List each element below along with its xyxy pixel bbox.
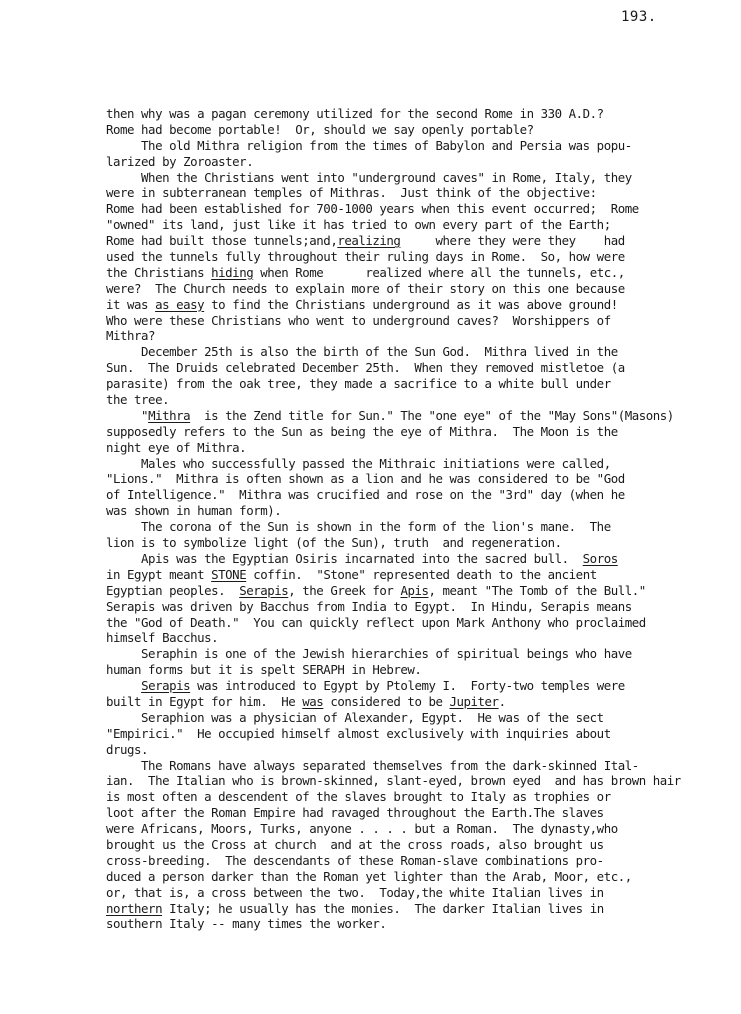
text-line bbox=[106, 471, 736, 487]
text-segment: to find the Christians underground as it was above ground! bbox=[204, 296, 618, 312]
text-segment: were? The Church needs to explain more of their story on this one because bbox=[106, 280, 625, 296]
text-segment: "Lions." Mithra is often shown as a lion and he was considered to be "God bbox=[106, 471, 625, 487]
text-segment: used the tunnels fully throughout their ruling days in Rome. So, how were bbox=[106, 249, 625, 265]
text-line bbox=[106, 869, 736, 885]
underlined-text: Jupiter bbox=[449, 693, 499, 709]
text-segment: then why was a pagan ceremony utilized for the second Rome in 330 A.D.? bbox=[106, 106, 604, 121]
text-line bbox=[106, 885, 736, 901]
text-segment: Rome had been established for 700-1000 years when this event occurred; Rome bbox=[106, 201, 639, 217]
text-segment: lion is to symbolize light (of the Sun), truth and regeneration. bbox=[106, 535, 562, 551]
text-line bbox=[106, 773, 736, 789]
text-segment: Italy; he usually has the monies. The darker Italian lives in bbox=[162, 900, 604, 916]
text-line bbox=[106, 408, 736, 424]
text-line bbox=[106, 122, 736, 138]
text-segment: . bbox=[498, 693, 506, 709]
text-line bbox=[106, 440, 736, 456]
underlined-text: as easy bbox=[155, 296, 205, 312]
text-line bbox=[106, 662, 736, 678]
text-segment: Seraphion was a physician of Alexander, Egypt. He was of the sect bbox=[106, 709, 604, 725]
text-line bbox=[106, 837, 736, 853]
text-segment: human forms but it is spelt SERAPH in Hebrew. bbox=[106, 662, 422, 678]
text-segment: loot after the Roman Empire had ravaged throughout the Earth.The slaves bbox=[106, 805, 604, 821]
text-line bbox=[106, 344, 736, 360]
text-segment: "Empirici." He occupied himself almost exclusively with inquiries about bbox=[106, 725, 611, 741]
text-line bbox=[106, 551, 736, 567]
text-line bbox=[106, 265, 736, 281]
underlined-text: Mithra bbox=[148, 407, 191, 423]
text-segment: night eye of Mithra. bbox=[106, 439, 247, 455]
text-segment: when Rome realized where all the tunnels, etc., bbox=[253, 264, 625, 280]
text-segment: " bbox=[106, 407, 149, 423]
text-segment: is the Zend title for Sun." The "one eye" of the "May Sons"(Masons) bbox=[190, 407, 674, 423]
text-segment: in Egypt meant bbox=[106, 566, 212, 582]
text-line bbox=[106, 106, 736, 122]
text-line bbox=[106, 360, 736, 376]
text-line bbox=[106, 758, 736, 774]
text-segment: , meant "The Tomb of the Bull." bbox=[428, 582, 646, 598]
text-segment: Serapis was driven by Bacchus from India to Egypt. In Hindu, Serapis means bbox=[106, 598, 632, 614]
underlined-text: Serapis bbox=[141, 678, 191, 694]
text-line bbox=[106, 138, 736, 154]
text-line bbox=[106, 567, 736, 583]
underlined-text: Serapis bbox=[239, 582, 289, 598]
text-line bbox=[106, 583, 736, 599]
text-segment: The old Mithra religion from the times of Babylon and Persia was popu- bbox=[106, 137, 632, 153]
text-line bbox=[106, 821, 736, 837]
text-line bbox=[106, 328, 736, 344]
text-segment: Who were these Christians who went to underground caves? Worshippers of bbox=[106, 312, 611, 328]
text-segment: duced a person darker than the Roman yet lighter than the Arab, Moor, etc., bbox=[106, 868, 632, 884]
text-line bbox=[106, 678, 736, 694]
text-segment: Sun. The Druids celebrated December 25th. When they removed mistletoe (a bbox=[106, 360, 625, 376]
text-segment: Seraphin is one of the Jewish hierarchies of spiritual beings who have bbox=[106, 646, 632, 662]
text-segment: the "God of Death." You can quickly reflect upon Mark Anthony who proclaimed bbox=[106, 614, 646, 630]
text-line bbox=[106, 519, 736, 535]
text-line bbox=[106, 901, 736, 917]
text-segment: Rome had built those tunnels;and, bbox=[106, 233, 338, 249]
text-line bbox=[106, 535, 736, 551]
text-segment: larized by Zoroaster. bbox=[106, 153, 254, 169]
text-segment: was shown in human form). bbox=[106, 503, 282, 519]
text-segment bbox=[106, 678, 141, 693]
text-line bbox=[106, 424, 736, 440]
page-number: 193. bbox=[621, 9, 657, 25]
text-segment: Apis was the Egyptian Osiris incarnated into the sacred bull. bbox=[106, 550, 583, 566]
text-segment: drugs. bbox=[106, 741, 149, 757]
text-segment: December 25th is also the birth of the Sun God. Mithra lived in the bbox=[106, 344, 618, 360]
text-line bbox=[106, 805, 736, 821]
underlined-text: Apis bbox=[400, 582, 429, 598]
text-line bbox=[106, 376, 736, 392]
underlined-text: northern bbox=[106, 900, 163, 916]
text-segment: The Romans have always separated themselves from the dark-skinned Ital- bbox=[106, 757, 639, 773]
text-line bbox=[106, 726, 736, 742]
text-line bbox=[106, 154, 736, 170]
text-line bbox=[106, 599, 736, 615]
text-segment: were Africans, Moors, Turks, anyone . . . . but a Roman. The dynasty,who bbox=[106, 821, 618, 837]
text-line bbox=[106, 249, 736, 265]
text-line bbox=[106, 297, 736, 313]
text-line bbox=[106, 313, 736, 329]
text-line bbox=[106, 487, 736, 503]
underlined-text: hiding bbox=[211, 264, 254, 280]
text-segment: supposedly refers to the Sun as being the eye of Mithra. The Moon is the bbox=[106, 423, 618, 439]
text-segment: "owned" its land, just like it has tried to own every part of the Earth; bbox=[106, 217, 611, 233]
text-segment: it was bbox=[106, 296, 156, 312]
text-line bbox=[106, 630, 736, 646]
text-segment: the Christians bbox=[106, 264, 212, 280]
text-segment: When the Christians went into "underground caves" in Rome, Italy, they bbox=[106, 169, 632, 185]
text-segment: the tree. bbox=[106, 392, 170, 408]
text-line bbox=[106, 456, 736, 472]
text-segment: considered to be bbox=[323, 693, 450, 709]
underlined-text: STONE bbox=[211, 566, 247, 582]
text-line bbox=[106, 185, 736, 201]
text-segment: Rome had become portable! Or, should we say openly portable? bbox=[106, 121, 534, 137]
text-line bbox=[106, 853, 736, 869]
text-line bbox=[106, 233, 736, 249]
text-segment: The corona of the Sun is shown in the form of the lion's mane. The bbox=[106, 519, 611, 535]
text-line bbox=[106, 646, 736, 662]
text-segment: Mithra? bbox=[106, 328, 156, 344]
text-segment: , the Greek for bbox=[288, 582, 401, 598]
text-line bbox=[106, 503, 736, 519]
text-segment: were in subterranean temples of Mithras. Just think of the objective: bbox=[106, 185, 597, 201]
text-segment: southern Italy -- many times the worker. bbox=[106, 916, 387, 932]
text-segment: parasite) from the oak tree, they made a sacrifice to a white bull under bbox=[106, 376, 611, 392]
underlined-text: Soros bbox=[582, 550, 618, 566]
text-line bbox=[106, 170, 736, 186]
text-segment: Males who successfully passed the Mithraic initiations were called, bbox=[106, 455, 611, 471]
text-segment: of Intelligence." Mithra was crucified and rose on the "3rd" day (when he bbox=[106, 487, 625, 503]
text-line bbox=[106, 217, 736, 233]
text-segment: was introduced to Egypt by Ptolemy I. Forty-two temples were bbox=[190, 678, 625, 694]
text-segment: ian. The Italian who is brown-skinned, slant-eyed, brown eyed and has brown hair bbox=[106, 773, 681, 789]
text-segment: Egyptian peoples. bbox=[106, 582, 240, 598]
underlined-text: realizing bbox=[337, 233, 401, 249]
text-segment: or, that is, a cross between the two. Today,the white Italian lives in bbox=[106, 884, 604, 900]
text-line bbox=[106, 710, 736, 726]
text-line bbox=[106, 742, 736, 758]
text-line bbox=[106, 789, 736, 805]
text-segment: cross-breeding. The descendants of these Roman-slave combinations pro- bbox=[106, 852, 604, 868]
text-segment: coffin. "Stone" represented death to the ancient bbox=[246, 566, 597, 582]
text-segment: where they were they had bbox=[400, 233, 625, 249]
text-line bbox=[106, 392, 736, 408]
text-segment: built in Egypt for him. He bbox=[106, 693, 303, 709]
text-line bbox=[106, 916, 736, 932]
text-segment: is most often a descendent of the slaves brought to Italy as trophies or bbox=[106, 789, 611, 805]
text-line bbox=[106, 694, 736, 710]
text-line bbox=[106, 281, 736, 297]
underlined-text: was bbox=[302, 693, 324, 709]
text-segment: brought us the Cross at church and at the cross roads, also brought us bbox=[106, 836, 604, 852]
text-line bbox=[106, 615, 736, 631]
document-body bbox=[106, 106, 736, 932]
text-segment: himself Bacchus. bbox=[106, 630, 219, 646]
text-line bbox=[106, 201, 736, 217]
